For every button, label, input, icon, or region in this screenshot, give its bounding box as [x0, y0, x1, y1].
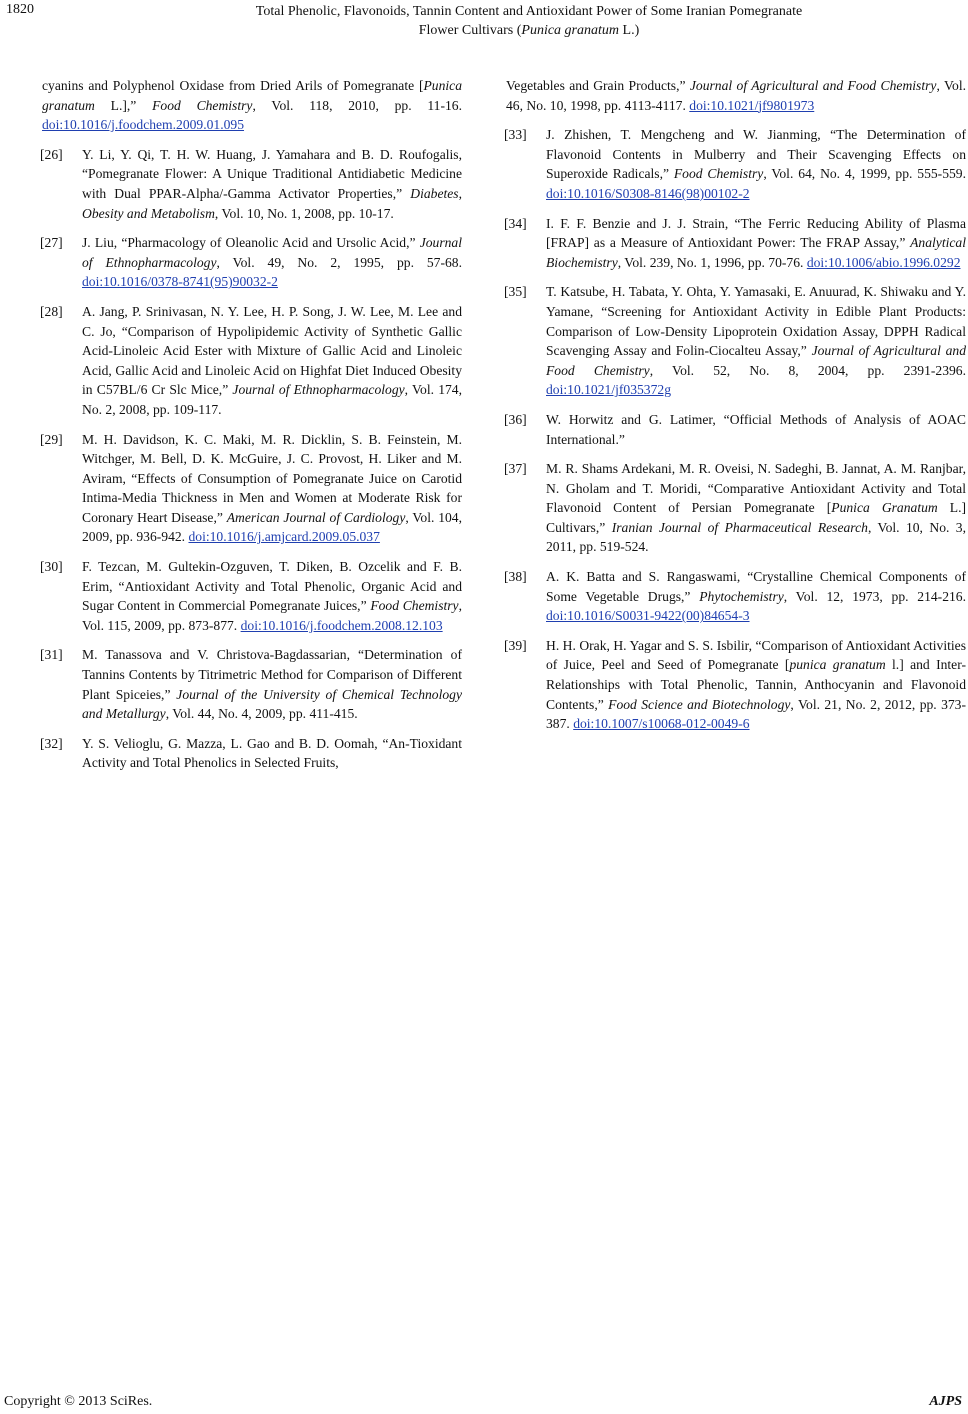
reference-number: [37]	[504, 461, 527, 477]
reference-item	[504, 567, 966, 626]
reference-number: [32]	[40, 735, 63, 751]
doi-link[interactable]: doi:10.1016/0378-8741(95)90032-2	[82, 274, 278, 290]
reference-item	[504, 76, 966, 115]
reference-segment: , Vol. 174, No. 2, 2008, pp. 109-117.	[82, 382, 462, 417]
italic-title: Journal of the University of Chemical Technology and Metallurgy	[82, 686, 462, 722]
reference-segment: , Vol. 10, No. 1, 2008, pp. 10-17.	[214, 205, 394, 221]
italic-title: Journal of Agricultural and Food Chemistry	[689, 78, 937, 93]
reference-segment: , Vol. 52, No. 8, 2004, pp. 2391-2396.	[649, 362, 966, 378]
reference-number: [38]	[504, 569, 527, 585]
reference-number: [27]	[40, 235, 63, 251]
reference-text	[82, 645, 462, 723]
reference-segment: , Vol. 21, No. 2, 2012, pp. 373-387.	[546, 696, 966, 732]
page-number: 1820	[6, 2, 34, 17]
reference-number: [26]	[40, 146, 63, 162]
reference-item	[40, 302, 462, 420]
reference-segment: T. Katsube, H. Tabata, Y. Ohta, Y. Yamasaki, E. Anuurad, K. Shiwaku and Y. Yamane, “Screening for Antioxidant Activity in Edible Plant Products: Comparison of Low-Density Lipoprotein Oxidation Assay, DPPH Radical Scavenging Assay and Folin-Ciocalteu Assay,”	[546, 284, 966, 359]
reference-text	[546, 125, 966, 203]
reference-segment: F. Tezcan, M. Gultekin-Ozguven, T. Diken, B. Ozcelik and F. B. Erim, “Antioxidant Activity and Total Phenolic, Organic Acid and Sugar Content in Commercial Pomegranate Juices,”	[82, 559, 462, 614]
reference-text	[546, 567, 966, 626]
reference-segment: L.] Cultivars,”	[546, 500, 966, 535]
italic-title: Punica Granatum	[831, 500, 938, 516]
journal-abbreviation: AJPS	[929, 1394, 962, 1409]
reference-segment: , Vol. 115, 2009, pp. 873-877.	[82, 598, 462, 633]
reference-number: [39]	[504, 637, 527, 653]
reference-text	[546, 214, 966, 273]
header-title-line2	[110, 21, 948, 40]
reference-item	[504, 125, 966, 203]
reference-text	[82, 734, 462, 773]
doi-link[interactable]: doi:10.1016/S0031-9422(00)84654-3	[546, 608, 750, 624]
reference-segment: , Vol. 12, 1973, pp. 214-216.	[783, 588, 966, 604]
reference-item	[40, 430, 462, 548]
reference-segment: , Vol. 64, No. 4, 1999, pp. 555-559.	[763, 166, 966, 182]
reference-text	[82, 145, 462, 223]
reference-segment: J. Liu, “Pharmacology of Oleanolic Acid and Ursolic Acid,”	[82, 235, 420, 251]
reference-segment: A. K. Batta and S. Rangaswami, “Crystalline Chemical Components of Some Vegetable Drugs,”	[546, 569, 966, 604]
italic-title: Journal of Ethnopharmacology	[82, 235, 462, 270]
reference-segment: , Vol. 104, 2009, pp. 936-942.	[82, 509, 462, 545]
reference-item	[40, 76, 462, 135]
reference-number: [30]	[40, 559, 63, 575]
reference-item	[40, 645, 462, 723]
left-reference-column	[40, 76, 462, 783]
reference-text	[546, 410, 966, 449]
reference-segment: M. H. Davidson, K. C. Maki, M. R. Dicklin, S. B. Feinstein, M. Witchger, M. Bell, D. K. McGuire, J. C. Provost, H. Liker and M. Aviram, “Effects of Consumption of Pomegranate Juice on Carotid Intima-Media Thickness in Men and Women at Moderate Risk for Coronary Heart Disease,”	[82, 431, 462, 525]
reference-item	[40, 557, 462, 635]
header-title-line2-post: L.)	[619, 23, 640, 38]
reference-number: [29]	[40, 431, 63, 447]
reference-segment: , Vol. 239, No. 1, 1996, pp. 70-76.	[617, 254, 807, 270]
italic-title: Iranian Journal of Pharmaceutical Research	[611, 519, 868, 535]
italic-title: American Journal of Cardiology	[226, 509, 406, 525]
reference-segment: W. Horwitz and G. Latimer, “Official Methods of Analysis of AOAC International.”	[546, 411, 966, 447]
reference-text	[82, 557, 462, 635]
reference-segment: Vegetables and Grain Products,”	[506, 78, 690, 93]
reference-text	[506, 76, 966, 115]
header-title-species: Punica granatum	[521, 23, 620, 38]
italic-title: Food Chemistry	[152, 97, 253, 113]
reference-item	[504, 214, 966, 273]
reference-number: [33]	[504, 127, 527, 143]
reference-segment: H. H. Orak, H. Yagar and S. S. Isbilir, “Comparison of Antioxidant Activities of Juice, Peel and Seed of Pomegranate [	[546, 637, 966, 673]
reference-segment: M. R. Shams Ardekani, M. R. Oveisi, N. Sadeghi, B. Jannat, A. M. Ranjbar, N. Gholam and T. Moridi, “Comparative Antioxidant Activity and Total Flavonoid Content of Persian Pomegranate [	[546, 461, 966, 516]
italic-title: Diabetes	[410, 185, 459, 201]
reference-segment: , Vol. 49, No. 2, 1995, pp. 57-68.	[216, 254, 462, 270]
italic-title: Food Chemistry	[673, 166, 764, 182]
reference-text	[82, 430, 462, 548]
reference-number: [36]	[504, 411, 527, 427]
reference-segment: Y. S. Velioglu, G. Mazza, L. Gao and B. D. Oomah, “An-Tioxidant Activity and Total Phenolics in Selected Fruits,	[82, 735, 462, 771]
reference-text	[82, 302, 462, 420]
reference-number: [31]	[40, 647, 63, 663]
italic-title: Food Science and Biotechnology	[608, 696, 791, 712]
running-header	[110, 2, 948, 40]
reference-item	[504, 459, 966, 557]
reference-text	[42, 76, 462, 135]
header-title-line2-pre: Flower Cultivars (	[418, 23, 522, 38]
reference-segment: , Vol. 46, No. 10, 1998, pp. 4113-4117.	[506, 78, 966, 113]
reference-text	[546, 459, 966, 557]
italic-title: Journal of Ethnopharmacology	[232, 382, 405, 398]
italic-title: Food Chemistry	[370, 598, 459, 614]
reference-segment: ,	[458, 185, 462, 201]
doi-link[interactable]: doi:10.1016/j.amjcard.2009.05.037	[188, 529, 380, 545]
reference-segment: I. F. F. Benzie and J. J. Strain, “The Ferric Reducing Ability of Plasma [FRAP] as a Measure of Antioxidant Power: The FRAP Assay,”	[546, 215, 966, 251]
reference-segment: M. Tanassova and V. Christova-Bagdassarian, “Determination of Tannins Contents by Titrimetric Method for Comparison of Different Plant Spiceies,”	[82, 647, 462, 702]
reference-segment: , Vol. 10, No. 3, 2011, pp. 519-524.	[546, 519, 967, 555]
italic-title: Punica granatum	[42, 78, 462, 113]
doi-link[interactable]: doi:10.1006/abio.1996.0292	[806, 254, 961, 270]
right-reference-column	[504, 76, 966, 744]
italic-title: Analytical Biochemistry	[546, 235, 966, 270]
doi-link[interactable]: doi:10.1021/jf035372g	[546, 382, 671, 398]
italic-title: Obesity and Metabolism	[82, 205, 215, 221]
doi-link[interactable]: doi:10.1016/j.foodchem.2009.01.095	[42, 117, 245, 133]
reference-segment: L.],”	[94, 97, 153, 113]
reference-item	[40, 233, 462, 292]
reference-segment: , Vol. 118, 2010, pp. 11-16.	[252, 97, 462, 113]
reference-item	[40, 145, 462, 223]
italic-title: Journal of Agricultural and Food Chemistry	[546, 343, 966, 378]
italic-title: punica granatum	[789, 657, 886, 673]
reference-item	[504, 282, 966, 400]
header-title-line1: Total Phenolic, Flavonoids, Tannin Content and Antioxidant Power of Some Iranian Pomegranate	[255, 4, 803, 19]
reference-item	[504, 410, 966, 449]
reference-segment: A. Jang, P. Srinivasan, N. Y. Lee, H. P. Song, J. W. Lee, M. Lee and C. Jo, “Comparison of Hypolipidemic Activity of Synthetic Gallic Acid-Linoleic Acid Ester with Mixture of Gallic Acid and Linoleic Acid, Gallic Acid and Linoleic Acid on Highfat Diet Induced Obesity in C57BL/6 Cr Slc Mice,”	[82, 303, 462, 398]
reference-segment: , Vol. 44, No. 4, 2009, pp. 411-415.	[165, 706, 358, 722]
doi-link[interactable]: doi:10.1016/S0308-8146(98)00102-2	[546, 185, 750, 201]
reference-number: [34]	[504, 215, 527, 231]
reference-number: [35]	[504, 284, 527, 300]
reference-text	[546, 282, 966, 400]
reference-text	[546, 636, 966, 734]
reference-text	[82, 233, 462, 292]
reference-number: [28]	[40, 303, 63, 319]
reference-item	[40, 734, 462, 773]
doi-link[interactable]: doi:10.1016/j.foodchem.2008.12.103	[240, 617, 443, 633]
reference-segment: cyanins and Polyphenol Oxidase from Dried Arils of Pomegranate [	[42, 78, 424, 93]
doi-link[interactable]: doi:10.1021/jf9801973	[689, 97, 815, 113]
reference-segment: l.] and Inter-Relationships with Total Phenolic, Tannin, Anthocyanin and Flavonoid Contents,”	[546, 657, 966, 712]
copyright-notice: Copyright © 2013 SciRes.	[4, 1394, 153, 1409]
reference-segment: Y. Li, Y. Qi, T. H. W. Huang, J. Yamahara and B. D. Roufogalis, “Pomegranate Flower: A Unique Traditional Antidiabetic Medicine with Dual PPAR-Alpha/-Gamma Activator Properties,”	[82, 146, 462, 201]
italic-title: Phytochemistry	[699, 588, 784, 604]
reference-segment: J. Zhishen, T. Mengcheng and W. Jianming, “The Determination of Flavonoid Contents in Mulberry and Their Scavenging Effects on Superoxide Radicals,”	[546, 127, 966, 182]
doi-link[interactable]: doi:10.1007/s10068-012-0049-6	[573, 716, 750, 732]
reference-item	[504, 636, 966, 734]
